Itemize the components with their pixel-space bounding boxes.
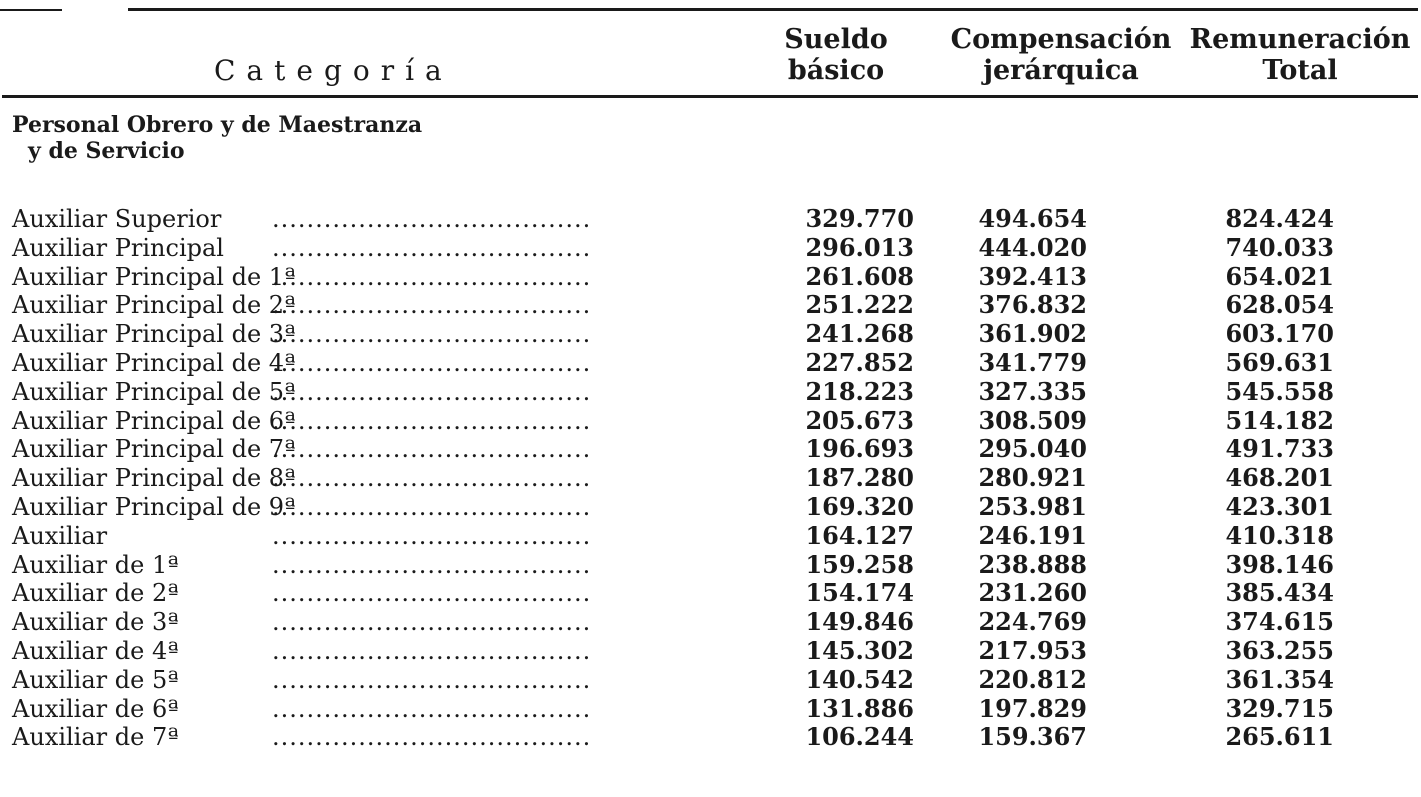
row-remuneracion-total: 468.201 [1225,463,1334,493]
table-row [12,579,1421,608]
row-remuneracion-total: 628.054 [1225,290,1334,320]
row-leader-dots: ..................................... [272,579,592,608]
section-title-line1: Personal Obrero y de Maestranza [12,112,423,138]
row-sueldo-basico: 241.268 [805,319,914,349]
row-categoria: Auxiliar Principal de 4ª [12,348,296,377]
row-categoria: Auxiliar de 7ª [12,723,179,752]
table-row [12,234,1421,263]
row-sueldo-basico: 131.886 [805,693,914,723]
table-row [12,349,1421,378]
row-leader-dots: ..................................... [272,521,592,550]
header-sueldo-line2: básico [787,55,885,86]
row-sueldo-basico: 154.174 [805,578,914,608]
row-sueldo-basico: 106.244 [805,722,914,752]
row-compensacion-jerarquica: 159.367 [978,722,1087,752]
row-sueldo-basico: 187.280 [805,463,914,493]
table-row [12,723,1421,752]
row-compensacion-jerarquica: 217.953 [978,635,1087,665]
row-categoria: Auxiliar Principal de 9ª [12,492,296,521]
row-compensacion-jerarquica: 494.654 [978,204,1087,233]
row-leader-dots: ..................................... [272,205,592,233]
table-row [12,666,1421,695]
row-sueldo-basico: 218.223 [805,376,914,406]
row-leader-dots: ..................................... [272,262,592,291]
header-sueldo-line1: Sueldo [784,24,888,55]
row-remuneracion-total: 410.318 [1225,520,1334,550]
row-remuneracion-total: 491.733 [1225,434,1334,464]
header-compensacion-jerarquica [926,24,1196,86]
row-remuneracion-total: 545.558 [1225,376,1334,406]
table-row [12,493,1421,522]
row-leader-dots: ..................................... [272,320,592,349]
row-sueldo-basico: 164.127 [805,520,914,550]
row-compensacion-jerarquica: 231.260 [978,578,1087,608]
row-categoria: Auxiliar de 2ª [12,579,179,608]
table-row [12,551,1421,580]
row-categoria: Auxiliar de 1ª [12,550,179,579]
row-leader-dots: ..................................... [272,492,592,521]
row-compensacion-jerarquica: 197.829 [978,693,1087,723]
table-row [12,205,1421,234]
row-leader-dots: ..................................... [272,435,592,464]
row-categoria: Auxiliar Principal de 8ª [12,464,296,493]
row-categoria: Auxiliar de 3ª [12,608,179,637]
row-categoria: Auxiliar Superior [12,205,222,233]
table-row [12,435,1421,464]
row-leader-dots: ..................................... [272,291,592,320]
header-categoria: Categoría [214,54,453,87]
table-row [12,407,1421,436]
row-leader-dots: ..................................... [272,636,592,665]
row-sueldo-basico: 149.846 [805,607,914,637]
row-leader-dots: ..................................... [272,608,592,637]
row-compensacion-jerarquica: 220.812 [978,664,1087,694]
row-leader-dots: ..................................... [272,723,592,752]
row-remuneracion-total: 363.255 [1225,635,1334,665]
row-remuneracion-total: 361.354 [1225,664,1334,694]
row-remuneracion-total: 385.434 [1225,578,1334,608]
row-leader-dots: ..................................... [272,464,592,493]
row-sueldo-basico: 296.013 [805,232,914,262]
row-remuneracion-total: 423.301 [1225,491,1334,521]
table-row [12,320,1421,349]
row-remuneracion-total: 374.615 [1225,607,1334,637]
row-compensacion-jerarquica: 341.779 [978,347,1087,377]
row-leader-dots: ..................................... [272,233,592,262]
header-remuneracion-total [1182,24,1418,86]
table-row [12,378,1421,407]
header-rule [2,95,1418,98]
row-remuneracion-total: 740.033 [1225,232,1334,262]
table-row [12,263,1421,292]
row-sueldo-basico: 145.302 [805,635,914,665]
row-remuneracion-total: 824.424 [1225,204,1334,233]
row-categoria: Auxiliar Principal de 6ª [12,406,296,435]
row-categoria: Auxiliar Principal de 3ª [12,320,296,349]
row-sueldo-basico: 205.673 [805,405,914,435]
row-categoria: Auxiliar [12,521,108,550]
row-sueldo-basico: 169.320 [805,491,914,521]
row-leader-dots: ..................................... [272,406,592,435]
row-sueldo-basico: 261.608 [805,261,914,291]
row-remuneracion-total: 569.631 [1225,347,1334,377]
header-compensacion-line1: Compensación [950,24,1172,55]
row-sueldo-basico: 329.770 [805,204,914,233]
row-categoria: Auxiliar de 6ª [12,694,179,723]
header-sueldo-basico [762,24,910,86]
row-categoria: Auxiliar de 4ª [12,636,179,665]
row-categoria: Auxiliar Principal de 7ª [12,435,296,464]
row-categoria: Auxiliar Principal de 5ª [12,377,296,406]
row-categoria: Auxiliar Principal [12,233,224,262]
header-remuneracion-line2: Total [1262,55,1338,86]
row-leader-dots: ..................................... [272,665,592,694]
top-rule-stub [0,9,62,11]
row-remuneracion-total: 265.611 [1225,722,1334,752]
row-sueldo-basico: 227.852 [805,347,914,377]
row-sueldo-basico: 251.222 [805,290,914,320]
section-title-line2: y de Servicio [28,138,185,164]
table-row [12,637,1421,666]
row-compensacion-jerarquica: 224.769 [978,607,1087,637]
table-row [12,608,1421,637]
row-remuneracion-total: 654.021 [1225,261,1334,291]
row-compensacion-jerarquica: 238.888 [978,549,1087,579]
row-compensacion-jerarquica: 246.191 [978,520,1087,550]
row-compensacion-jerarquica: 253.981 [978,491,1087,521]
row-categoria: Auxiliar de 5ª [12,665,179,694]
row-remuneracion-total: 329.715 [1225,693,1334,723]
row-compensacion-jerarquica: 361.902 [978,319,1087,349]
row-remuneracion-total: 398.146 [1225,549,1334,579]
row-sueldo-basico: 159.258 [805,549,914,579]
row-categoria: Auxiliar Principal de 1ª [12,262,296,291]
table-row [12,695,1421,724]
row-leader-dots: ..................................... [272,694,592,723]
row-compensacion-jerarquica: 444.020 [978,232,1087,262]
row-sueldo-basico: 140.542 [805,664,914,694]
header-remuneracion-line1: Remuneración [1189,24,1411,55]
row-compensacion-jerarquica: 376.832 [978,290,1087,320]
table-row [12,464,1421,493]
table-row [12,522,1421,551]
row-remuneracion-total: 514.182 [1225,405,1334,435]
header-compensacion-line2: jerárquica [983,55,1139,86]
section-title [12,112,422,164]
row-compensacion-jerarquica: 392.413 [978,261,1087,291]
table-row [12,291,1421,320]
row-compensacion-jerarquica: 280.921 [978,463,1087,493]
row-leader-dots: ..................................... [272,377,592,406]
row-compensacion-jerarquica: 295.040 [978,434,1087,464]
row-sueldo-basico: 196.693 [805,434,914,464]
row-leader-dots: ..................................... [272,348,592,377]
row-compensacion-jerarquica: 327.335 [978,376,1087,406]
salary-table-body [12,205,1421,752]
row-compensacion-jerarquica: 308.509 [978,405,1087,435]
top-rule [128,8,1418,11]
row-categoria: Auxiliar Principal de 2ª [12,291,296,320]
row-remuneracion-total: 603.170 [1225,319,1334,349]
row-leader-dots: ..................................... [272,550,592,579]
